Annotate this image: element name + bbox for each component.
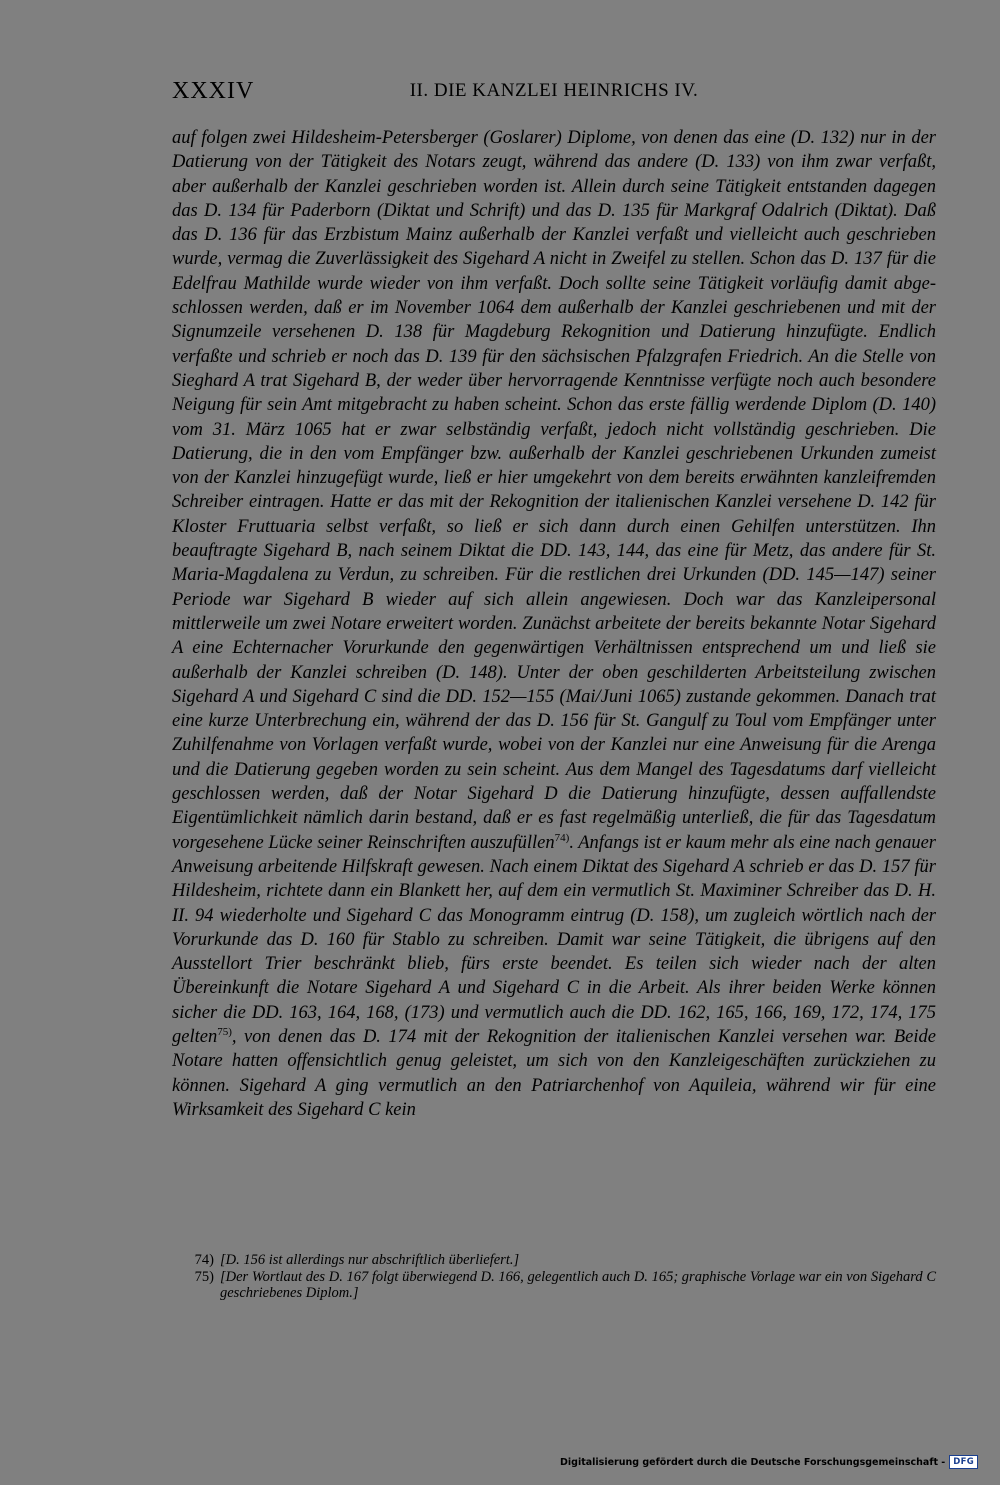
body-text-part-2: . Anfangs ist er kaum mehr als eine nach genauer Anweisung arbeitende Hilfskraft gewesen. Nach einem Diktat des Sigehard A schrieb er das D. 157 für Hildesheim, richtete dann ein Blankett her, auf dem ein vermutlich St. Maximiner Schreiber das D. H. II. 94 wiederholte und Sigehard C das Monogramm eintrug (D. 158), um zugleich wörtlich nach der Vorurkunde das D. 160 für Stablo zu schreiben. Damit war seine Tätigkeit, die übrigens auf den Ausstellort Trier beschränkt blieb, fürs erste beendet. Es teilen sich wieder nach der alten Übereinkunft die Notare Sigehard A und Sigehard C in die Arbeit. Als ihrer beiden Werke können sicher die DD. 163, 164, 168, (173) und vermutlich auch die DD. 162, 165, 166, 169, 172, 174, 175 gelten — [172, 832, 937, 1047]
footnote-number: 75) — [194, 1268, 214, 1285]
body-text-part-1: auf folgen zwei Hildesheim-Petersberger (Goslarer) Diplome, von denen das eine (D. 132) nur in der Datierung von der Tätigkeit des Notars zeugt, während das andere (D. 133) von ihm zwar verfaßt, aber außerhalb der Kanzlei geschrieben worden ist. Allein durch seine Tätigkeit entstanden dagegen das D. 134 für Paderborn (Diktat und Schrift) und das D. 135 für Markgraf Odalrich (Diktat). Daß das D. 136 für das Erzbistum Mainz außerhalb der Kanzlei verfaßt und vielleicht auch geschrieben wurde, vermag die Zuverlässigkeit des Sigehard A nicht in Zweifel zu stellen. Schon das D. 137 für die Edelfrau Mathilde wurde wieder von ihm verfaßt. Doch sollte seine Tätigkeit vorläufig damit abgeschlossen werden, daß er im November 1064 dem außerhalb der Kanzlei geschriebenen und mit der Signumzeile versehenen D. 138 für Magdeburg Rekognition und Datierung hinzufügte. Endlich verfaßte und schrieb er noch das D. 139 für den sächsischen Pfalzgrafen Friedrich. An die Stelle von Sieghard A trat Sigehard B, der weder über hervorragende Kenntnisse verfügte noch auch besondere Neigung für sein Amt mitgebracht zu haben scheint. Schon das erste fällig werdende Diplom (D. 140) vom 31. März 1065 hat er zwar selbständig verfaßt, jedoch nicht vollständig geschrieben. Die Datierung, die in den vom Empfänger bzw. außerhalb der Kanzlei geschriebenen Urkunden zumeist von der Kanzlei hinzugefügt wurde, ließ er hier umgekehrt von dem bereits erwähnten kanzleifremden Schreiber eintragen. Hatte er das mit der Rekognition der italienischen Kanzlei versehene D. 142 für Kloster Fruttuaria selbst verfaßt, so ließ er sich dann durch einen Gehilfen unterstützen. Ihn beauftragte Sigehard B, nach seinem Diktat die DD. 143, 144, das eine für Metz, das andere für St. Maria-Magdalena zu Verdun, zu schreiben. Für die restlichen drei Urkunden (DD. 145—147) seiner Periode war Sigehard B wieder auf sich allein angewiesen. Doch war das Kanzleipersonal mittlerweile um zwei Notare erweitert worden. Zunächst arbeitete der bereits bekannte Notar Sigehard A eine Echternacher Vorurkunde den gegenwärtigen Verhältnissen entsprechend um und ließ sie außerhalb der Kanzlei schreiben (D. 148). Unter der oben geschilderten Arbeitsteilung zwischen Sigehard A und Sigehard C sind die DD. 152—155 (Mai/Juni 1065) zustande gekommen. Danach trat eine kurze Unterbrechung ein, während der das D. 156 für St. Gangulf zu Toul vom Empfänger unter Zuhilfenahme von Vorlagen verfaßt wurde, wobei von der Kanzlei nur eine Anweisung für die Arenga und die Datierung gegeben worden zu sein scheint. Aus dem Mangel des Tagesdatums darf vielleicht geschlossen werden, daß der Notar Sigehard D die Datierung hinzufügte, dessen auffallendste Eigentümlichkeit nämlich darin bestand, daß er es fast regelmäßig unterließ, die für das Tagesdatum vorgesehene Lücke seiner Reinschriften auszufüllen — [172, 128, 936, 853]
footnote-74 — [172, 1252, 936, 1269]
body-paragraph — [172, 126, 936, 1122]
funding-credit — [560, 1455, 978, 1469]
footnote-ref-75[interactable]: 75) — [217, 1025, 232, 1038]
footnote-text: [Der Wortlaut des D. 167 folgt überwiegend D. 166, gelegentlich auch D. 165; graphische Vorlage war ein von Sigehard C geschriebenes Diplom.] — [220, 1268, 936, 1301]
funding-credit-text: Digitalisierung gefördert durch die Deutsche Forschungsgemeinschaft - — [560, 1456, 946, 1468]
dfg-logo[interactable]: DFG — [949, 1455, 978, 1469]
footnote-number: 74) — [194, 1252, 214, 1268]
page-number: XXXIV — [172, 78, 255, 104]
running-title: II. DIE KANZLEI HEINRICHS IV. — [409, 80, 699, 101]
footnote-75 — [172, 1269, 936, 1302]
footnote-text: [D. 156 ist allerdings nur abschriftlich überliefert.] — [220, 1252, 520, 1268]
footnotes — [172, 1252, 936, 1302]
page-header — [172, 78, 936, 108]
body-text-part-3: , von denen das D. 174 mit der Rekognition der italienischen Kanzlei versehen war. Beide Notare hatten offensichtlich genug geleistet, um sich von den Kanzleigeschäften zurückziehen zu können. Sigehard A ging vermutlich an den Patriarchenhof von Aquileia, während wir für eine Wirksamkeit des Sigehard C kein — [172, 1026, 936, 1120]
footnote-ref-74[interactable]: 74) — [554, 831, 570, 844]
